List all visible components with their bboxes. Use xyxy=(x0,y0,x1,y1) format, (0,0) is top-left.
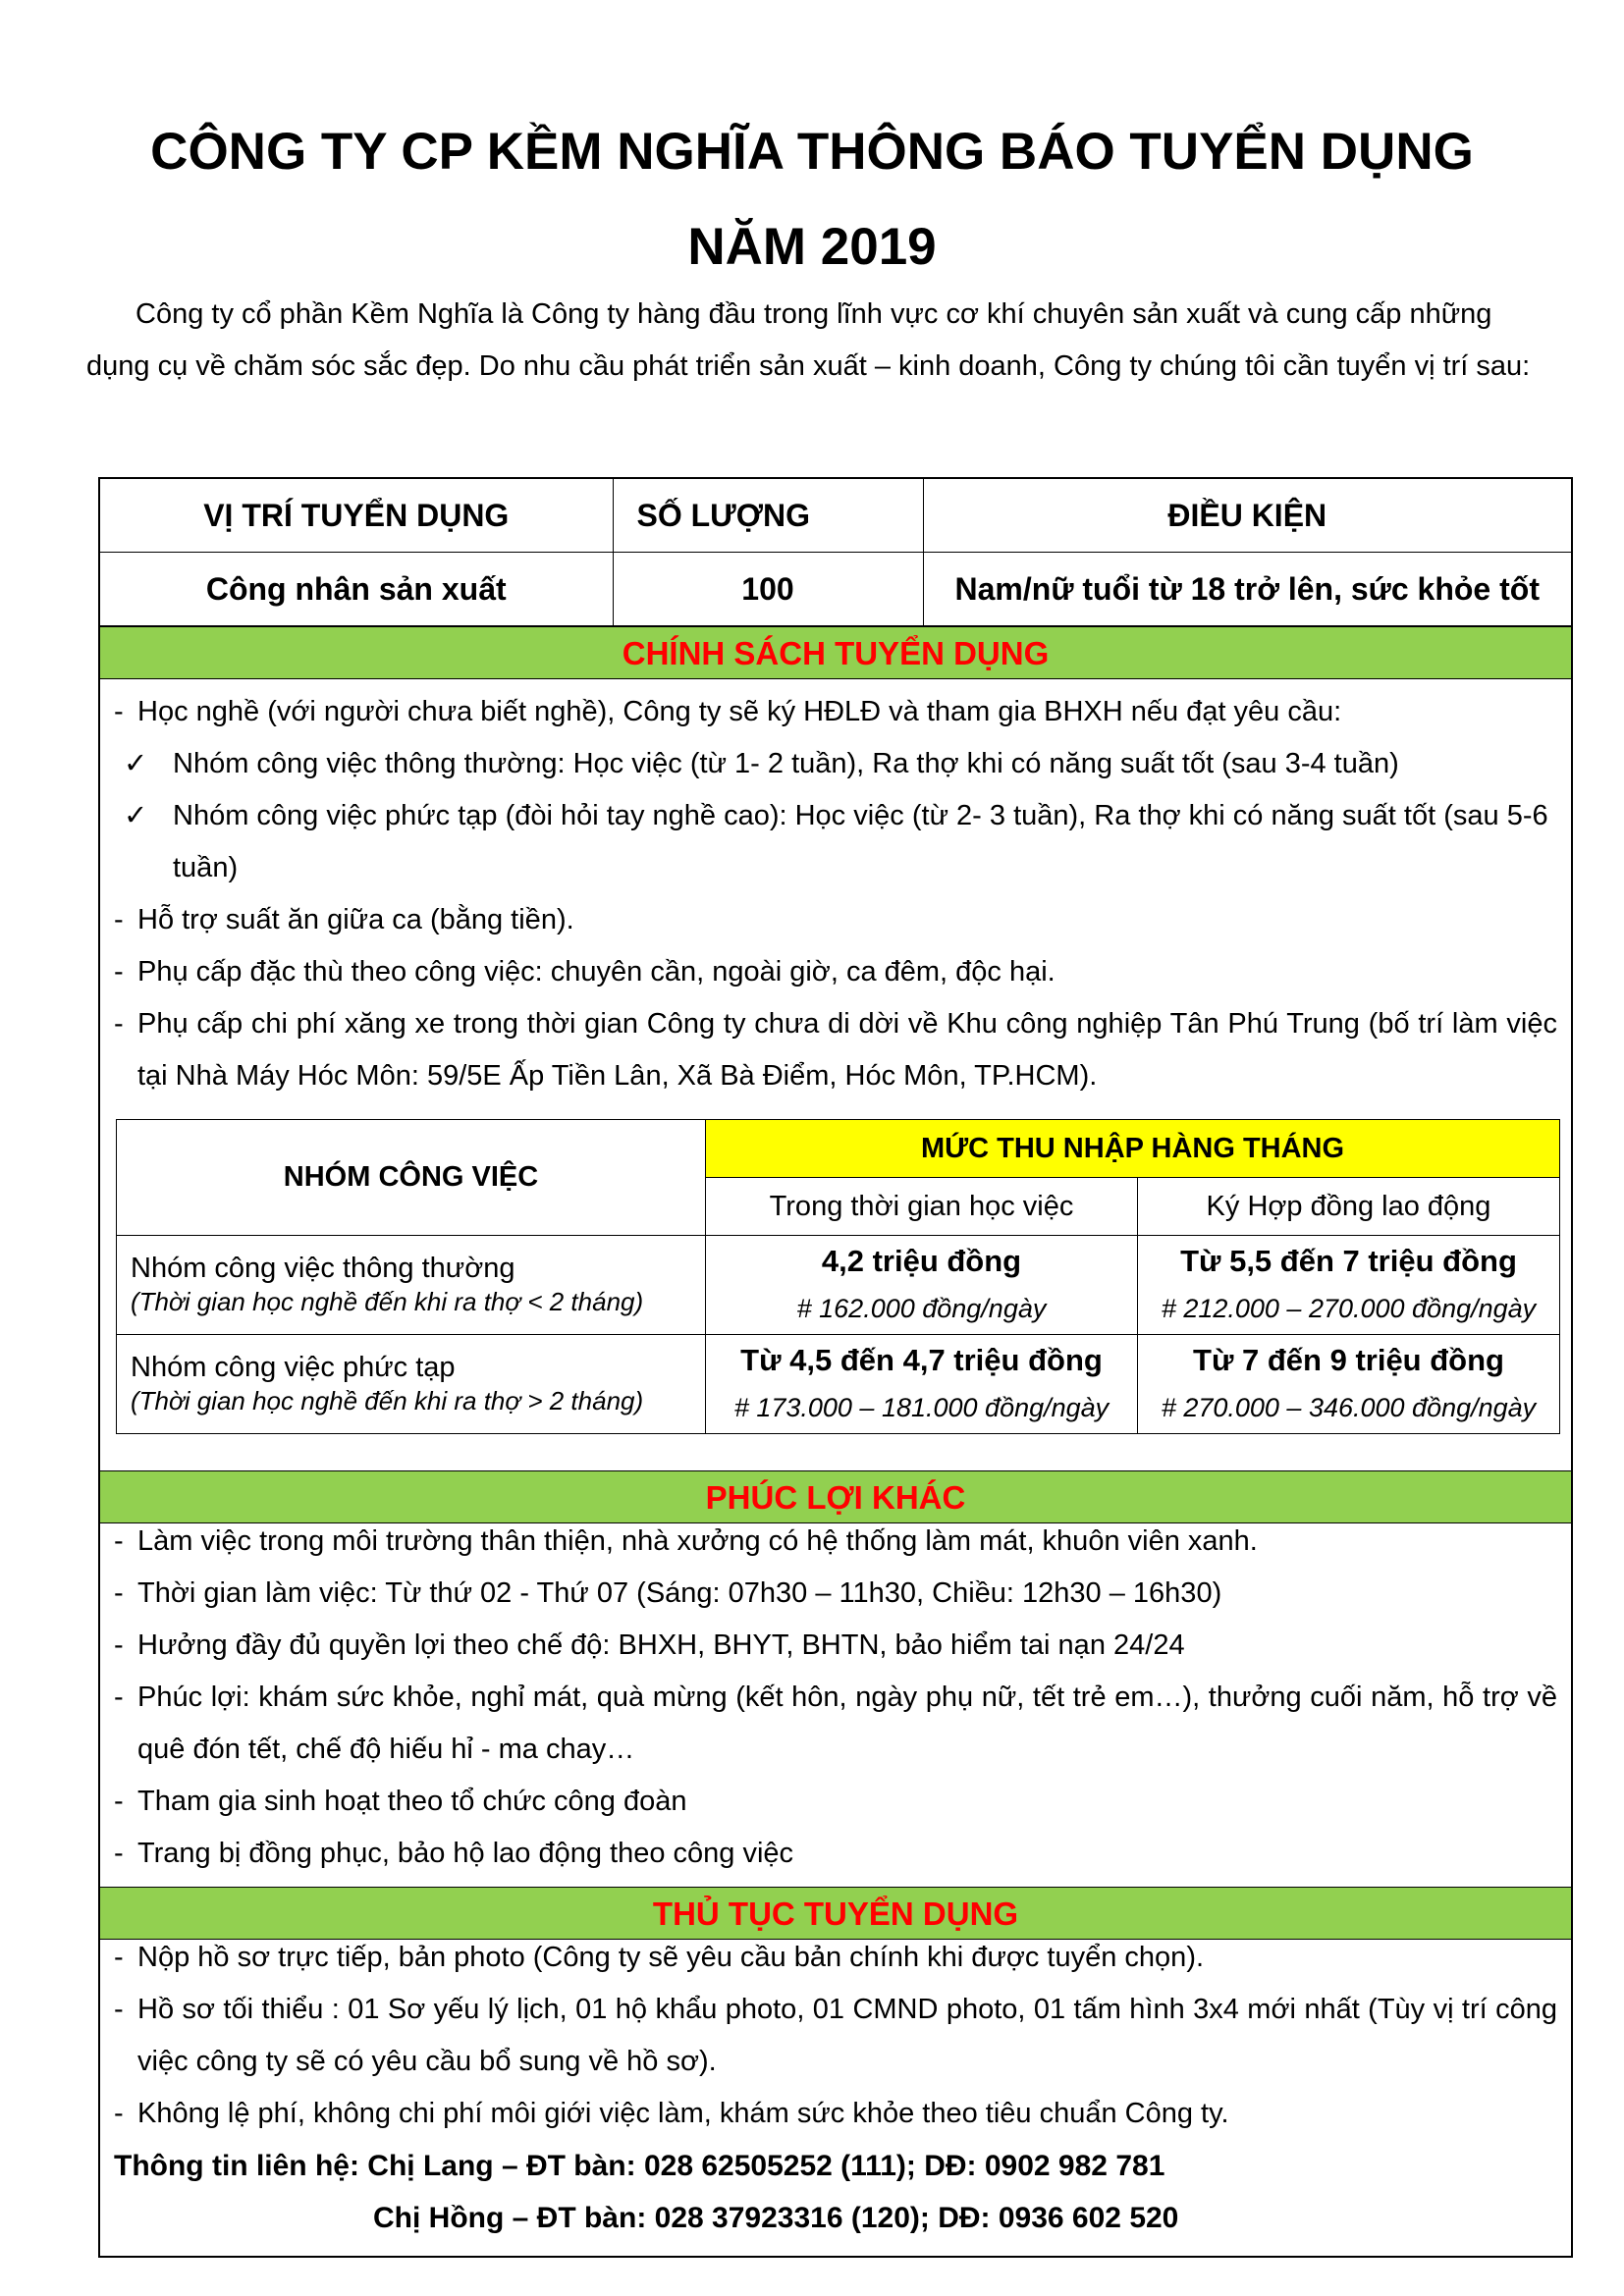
procedure-list xyxy=(114,1932,1557,2140)
benefit-item: - Phúc lợi: khám sức khỏe, nghỉ mát, quà mừng (kết hôn, ngày phụ nữ, tết trẻ em…), thưởng cuối năm, hỗ trợ về quê đón tết, chế độ hiếu hỉ - ma chay… xyxy=(114,1672,1557,1776)
procedure-item: - Hồ sơ tối thiểu : 01 Sơ yếu lý lịch, 01 hộ khẩu photo, 01 CMND photo, 01 tấm hình 3x4 mới nhất (Tùy vị trí công việc công ty sẽ có yêu cầu bổ sung về hồ sơ). xyxy=(114,1984,1557,2088)
positions-header-row xyxy=(100,479,1571,553)
check-icon: ✓ xyxy=(124,800,148,831)
positions-table xyxy=(100,479,1571,626)
position-name: Công nhân sản xuất xyxy=(100,553,613,626)
income-group-name: Nhóm công việc thông thường xyxy=(131,1253,515,1284)
policy-section-title: CHÍNH SÁCH TUYỂN DỤNG xyxy=(100,626,1571,679)
income-daily: # 162.000 đồng/ngày xyxy=(796,1294,1047,1323)
income-group-cell xyxy=(117,1236,706,1335)
dash-bullet: - xyxy=(114,1525,124,1557)
income-header-training: Trong thời gian học việc xyxy=(706,1178,1138,1236)
benefit-item: - Hưởng đầy đủ quyền lợi theo chế độ: BHXH, BHYT, BHTN, bảo hiểm tai nạn 24/24 xyxy=(114,1620,1557,1672)
check-icon: ✓ xyxy=(124,748,148,779)
income-header-contract: Ký Hợp đồng lao động xyxy=(1138,1178,1560,1236)
income-contract-cell xyxy=(1138,1335,1560,1434)
dash-bullet: - xyxy=(114,2098,124,2129)
dash-bullet: - xyxy=(114,1008,124,1040)
income-row xyxy=(117,1236,1560,1335)
income-daily: # 173.000 – 181.000 đồng/ngày xyxy=(733,1393,1110,1422)
dash-bullet: - xyxy=(114,904,124,935)
contact-line-lang: Thông tin liên hệ: Chị Lang – ĐT bàn: 028 62505252 (111); DĐ: 0902 982 781 xyxy=(114,2150,1165,2182)
positions-header-conditions: ĐIỀU KIỆN xyxy=(923,479,1571,553)
benefit-item: - Trang bị đồng phục, bảo hộ lao động theo công việc xyxy=(114,1828,1557,1880)
income-training-cell xyxy=(706,1236,1138,1335)
dash-bullet: - xyxy=(114,956,124,988)
position-conditions: Nam/nữ tuổi từ 18 trở lên, sức khỏe tốt xyxy=(923,553,1571,626)
benefits-list xyxy=(114,1516,1557,1880)
procedure-item: - Không lệ phí, không chi phí môi giới việc làm, khám sức khỏe theo tiêu chuẩn Công ty. xyxy=(114,2088,1557,2140)
page-title: CÔNG TY CP KỀM NGHĨA THÔNG BÁO TUYỂN DỤNG xyxy=(150,123,1474,181)
procedure-item: - Nộp hồ sơ trực tiếp, bản photo (Công ty sẽ yêu cầu bản chính khi được tuyển chọn). xyxy=(114,1932,1557,1984)
dash-bullet: - xyxy=(114,696,124,727)
income-header-monthly: MỨC THU NHẬP HÀNG THÁNG xyxy=(706,1120,1560,1178)
policy-sub-item: ✓ Nhóm công việc thông thường: Học việc (từ 1- 2 tuần), Ra thợ khi có năng suất tốt (sau 3-4 tuần) xyxy=(114,738,1557,790)
position-quantity: 100 xyxy=(613,553,923,626)
dash-bullet: - xyxy=(114,1629,124,1661)
income-amount: Từ 4,5 đến 4,7 triệu đồng xyxy=(740,1343,1103,1377)
policy-item: - Hỗ trợ suất ăn giữa ca (bằng tiền). xyxy=(114,894,1557,946)
policy-list xyxy=(114,686,1557,1102)
positions-row xyxy=(100,553,1571,626)
procedure-section-title: THỦ TỤC TUYỂN DỤNG xyxy=(100,1887,1571,1940)
benefit-item: - Thời gian làm việc: Từ thứ 02 - Thứ 07 (Sáng: 07h30 – 11h30, Chiều: 12h30 – 16h30) xyxy=(114,1568,1557,1620)
positions-header-quantity: SỐ LƯỢNG xyxy=(613,479,923,553)
income-group-note: (Thời gian học nghề đến khi ra thợ > 2 tháng) xyxy=(131,1386,644,1415)
intro-paragraph: Công ty cổ phần Kềm Nghĩa là Công ty hàng đầu trong lĩnh vực cơ khí chuyên sản xuất và cung cấp những dụng cụ về chăm sóc sắc đẹp. Do nhu cầu phát triển sản xuất – kinh doanh, Công ty chúng tôi cần tuyển vị trí sau: xyxy=(86,298,1531,382)
benefit-item: - Tham gia sinh hoạt theo tổ chức công đoàn xyxy=(114,1776,1557,1828)
positions-header-position: VỊ TRÍ TUYỂN DỤNG xyxy=(100,479,613,553)
income-amount: Từ 7 đến 9 triệu đồng xyxy=(1193,1343,1504,1377)
income-amount: 4,2 triệu đồng xyxy=(821,1244,1022,1278)
income-group-name: Nhóm công việc phức tạp xyxy=(131,1352,456,1383)
income-header-group: NHÓM CÔNG VIỆC xyxy=(117,1120,706,1236)
income-group-cell xyxy=(117,1335,706,1434)
income-row xyxy=(117,1335,1560,1434)
dash-bullet: - xyxy=(114,1942,124,1973)
income-amount: Từ 5,5 đến 7 triệu đồng xyxy=(1180,1244,1517,1278)
dash-bullet: - xyxy=(114,1994,124,2025)
income-training-cell xyxy=(706,1335,1138,1434)
policy-item: - Học nghề (với người chưa biết nghề), Công ty sẽ ký HĐLĐ và tham gia BHXH nếu đạt yêu cầu: xyxy=(114,686,1557,738)
income-group-note: (Thời gian học nghề đến khi ra thợ < 2 tháng) xyxy=(131,1287,644,1316)
dash-bullet: - xyxy=(114,1786,124,1817)
income-daily: # 212.000 – 270.000 đồng/ngày xyxy=(1161,1294,1537,1323)
income-header-row xyxy=(117,1120,1560,1178)
contact-line-hong: Chị Hồng – ĐT bàn: 028 37923316 (120); DĐ: 0936 602 520 xyxy=(373,2202,1179,2234)
dash-bullet: - xyxy=(114,1838,124,1869)
dash-bullet: - xyxy=(114,1577,124,1609)
benefits-section-title: PHÚC LỢI KHÁC xyxy=(100,1470,1571,1523)
page-title-year: NĂM 2019 xyxy=(687,218,937,276)
income-daily: # 270.000 – 346.000 đồng/ngày xyxy=(1161,1393,1537,1422)
income-table xyxy=(116,1119,1560,1434)
policy-sub-item: ✓ Nhóm công việc phức tạp (đòi hỏi tay nghề cao): Học việc (từ 2- 3 tuần), Ra thợ khi có năng suất tốt (sau 5-6 tuần) xyxy=(114,790,1557,894)
income-contract-cell xyxy=(1138,1236,1560,1335)
benefit-item: - Làm việc trong môi trường thân thiện, nhà xưởng có hệ thống làm mát, khuôn viên xanh. xyxy=(114,1516,1557,1568)
policy-item: - Phụ cấp chi phí xăng xe trong thời gian Công ty chưa di dời về Khu công nghiệp Tân Phú Trung (bố trí làm việc tại Nhà Máy Hóc Môn: 59/5E Ấp Tiền Lân, Xã Bà Điểm, Hóc Môn, TP.HCM). xyxy=(114,998,1557,1102)
recruitment-box xyxy=(98,477,1573,2258)
dash-bullet: - xyxy=(114,1682,124,1713)
policy-item: - Phụ cấp đặc thù theo công việc: chuyên cần, ngoài giờ, ca đêm, độc hại. xyxy=(114,946,1557,998)
